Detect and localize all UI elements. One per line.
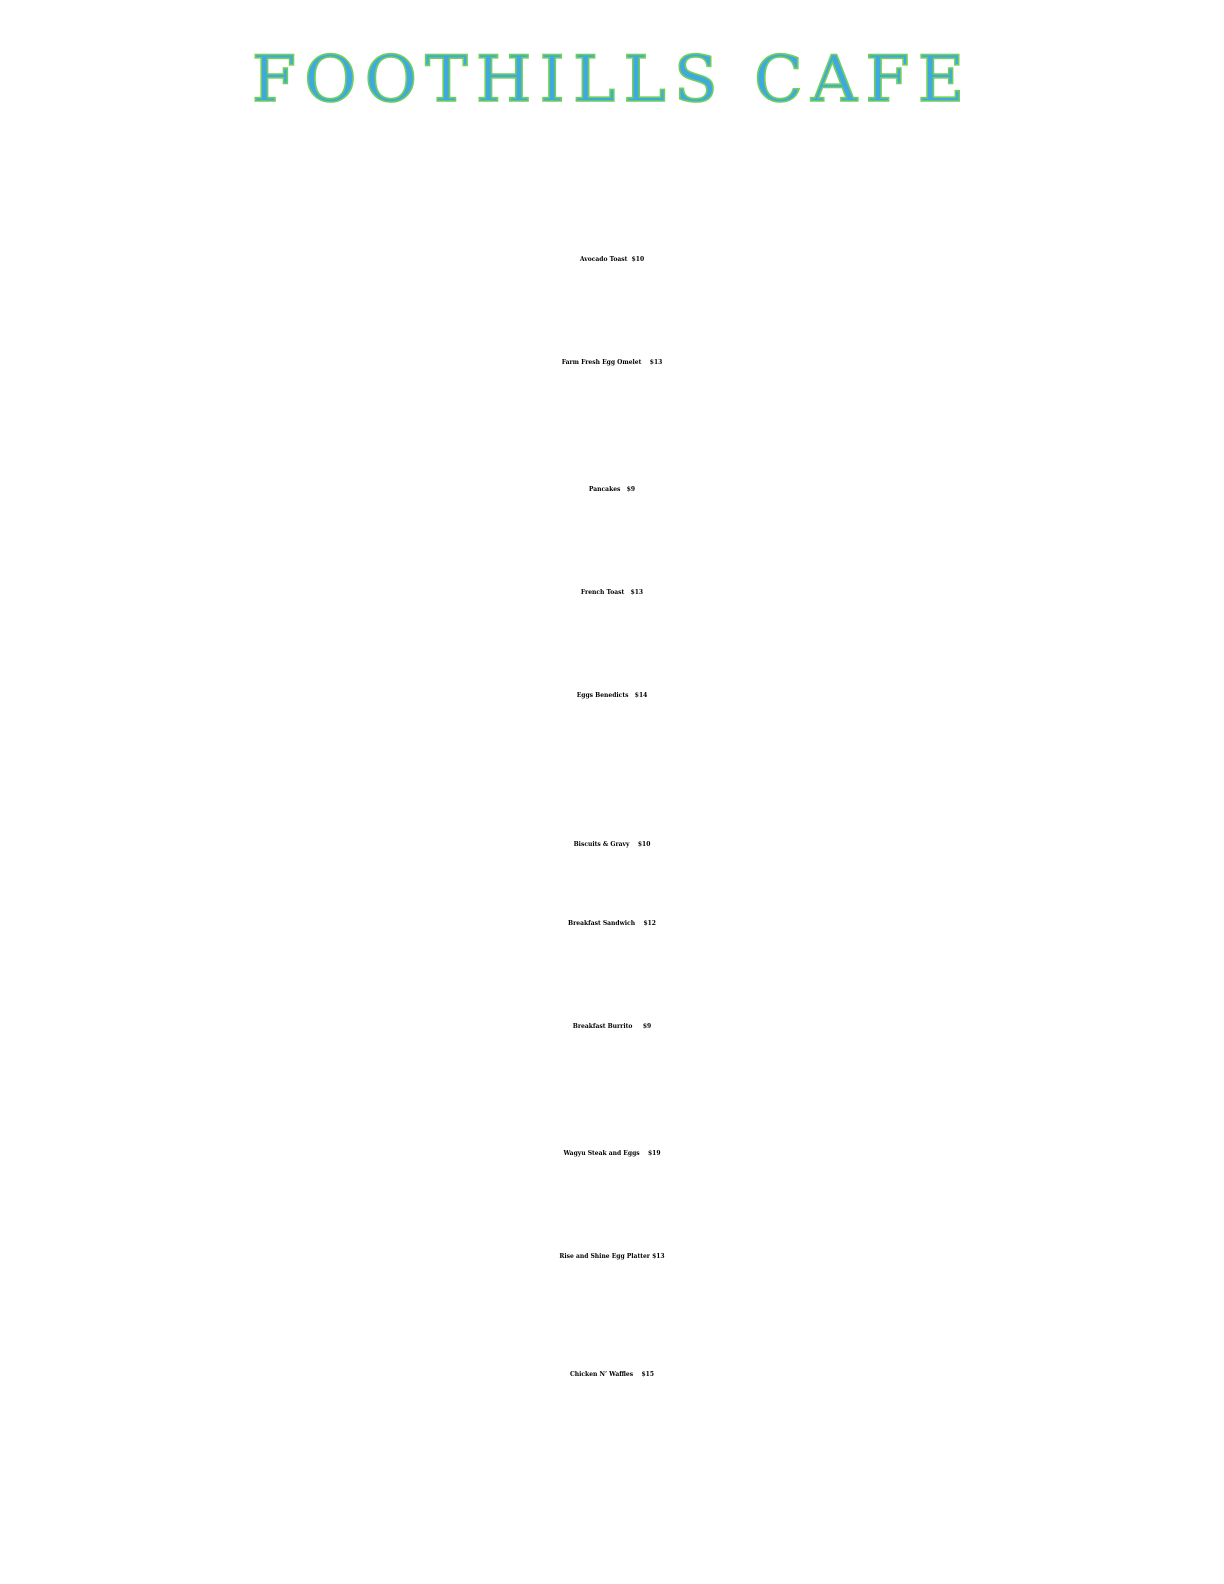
menu-item-price: $13 [649, 359, 663, 366]
menu-item-price: $9 [626, 486, 636, 493]
disclaimer-line [0, 1492, 1224, 1514]
menu-item-title [0, 578, 1224, 608]
menu-item-name: Pancakes [588, 486, 621, 493]
menu-item-price: $10 [631, 256, 645, 263]
sourcing-note-line [0, 142, 1224, 164]
menu-item-title [0, 830, 1224, 860]
menu-item-description [0, 299, 1224, 323]
menu-item-price: $15 [641, 1371, 655, 1378]
benedict-variant [0, 783, 1224, 807]
menu-item-description [0, 1193, 1224, 1217]
menu-item-price: $13 [630, 589, 644, 596]
menu-item-name: Eggs Benedicts [576, 692, 629, 699]
menu-item-title [0, 245, 1224, 275]
menu-item-description [0, 1414, 1224, 1438]
menu-item-title [0, 1242, 1224, 1272]
menu-item-price: $13 [652, 1253, 665, 1260]
menu-item-title [0, 348, 1224, 378]
menu-item-description [0, 1296, 1224, 1320]
menu-item-description [0, 426, 1224, 450]
benedict-variant [0, 735, 1224, 759]
benedict-variant [0, 759, 1224, 783]
menu-item-pancakes [0, 475, 1224, 553]
menu-item-biscuits-gravy [0, 830, 1224, 884]
menu-item-name: Wagyu Steak and Eggs [563, 1150, 640, 1157]
menu-item-description [0, 378, 1224, 402]
sourcing-note-line [0, 164, 1224, 186]
menu-item-description [0, 1169, 1224, 1193]
menu-item-description [0, 529, 1224, 553]
menu-item-french-toast [0, 578, 1224, 656]
menu-item-title [0, 1139, 1224, 1169]
menu-item-name: Breakfast Burrito [572, 1023, 633, 1030]
menu-item-description [0, 1066, 1224, 1090]
sourcing-note [0, 142, 1224, 208]
disclaimer-line [0, 1470, 1224, 1492]
menu-item-description [0, 860, 1224, 884]
menu-item-breakfast-sandwich [0, 909, 1224, 987]
menu-item-avocado-toast [0, 245, 1224, 323]
menu-item-name: Farm Fresh Egg Omelet [561, 359, 642, 366]
menu-item-description [0, 1390, 1224, 1414]
food-safety-disclaimer [0, 1470, 1224, 1514]
menu-item-description [0, 1042, 1224, 1066]
menu-item-name: Rise and Shine Egg Platter [559, 1253, 650, 1260]
menu-item-title [0, 909, 1224, 939]
menu-item-eggs-benedicts [0, 681, 1224, 807]
menu-item-title [0, 475, 1224, 505]
menu-item-price: $10 [637, 841, 651, 848]
menu-item-price: $9 [642, 1023, 652, 1030]
menu-item-name: French Toast [580, 589, 625, 596]
menu-item-rise-and-shine [0, 1242, 1224, 1320]
menu-item-price: $12 [643, 920, 656, 927]
menu-item-name: Biscuits & Gravy [573, 841, 630, 848]
menu-item-description [0, 939, 1224, 963]
menu-item-description [0, 632, 1224, 656]
menu-item-price: $14 [634, 692, 648, 699]
menu-item-title [0, 1360, 1224, 1390]
menu-item-name: Chicken N’ Waffles [569, 1371, 634, 1378]
menu-item-description [0, 275, 1224, 299]
sourcing-note-line [0, 186, 1224, 208]
menu-item-description [0, 505, 1224, 529]
menu-item-description [0, 711, 1224, 735]
menu-item-name: Breakfast Sandwich [568, 920, 636, 927]
menu-item-name: Avocado Toast [579, 256, 628, 263]
menu-item-description [0, 1090, 1224, 1114]
menu-item-description [0, 608, 1224, 632]
menu-item-breakfast-burrito [0, 1012, 1224, 1114]
menu-item-title [0, 681, 1224, 711]
menu-item-title [0, 1012, 1224, 1042]
menu-item-wagyu-steak-eggs [0, 1139, 1224, 1217]
menu-item-description [0, 963, 1224, 987]
menu-item-description [0, 402, 1224, 426]
menu-item-chicken-waffles [0, 1360, 1224, 1438]
cafe-logo-title: FOOTHILLS CAFE [251, 43, 973, 117]
menu-item-price: $19 [648, 1150, 661, 1157]
menu-item-description [0, 1272, 1224, 1296]
menu-item-omelet [0, 348, 1224, 450]
